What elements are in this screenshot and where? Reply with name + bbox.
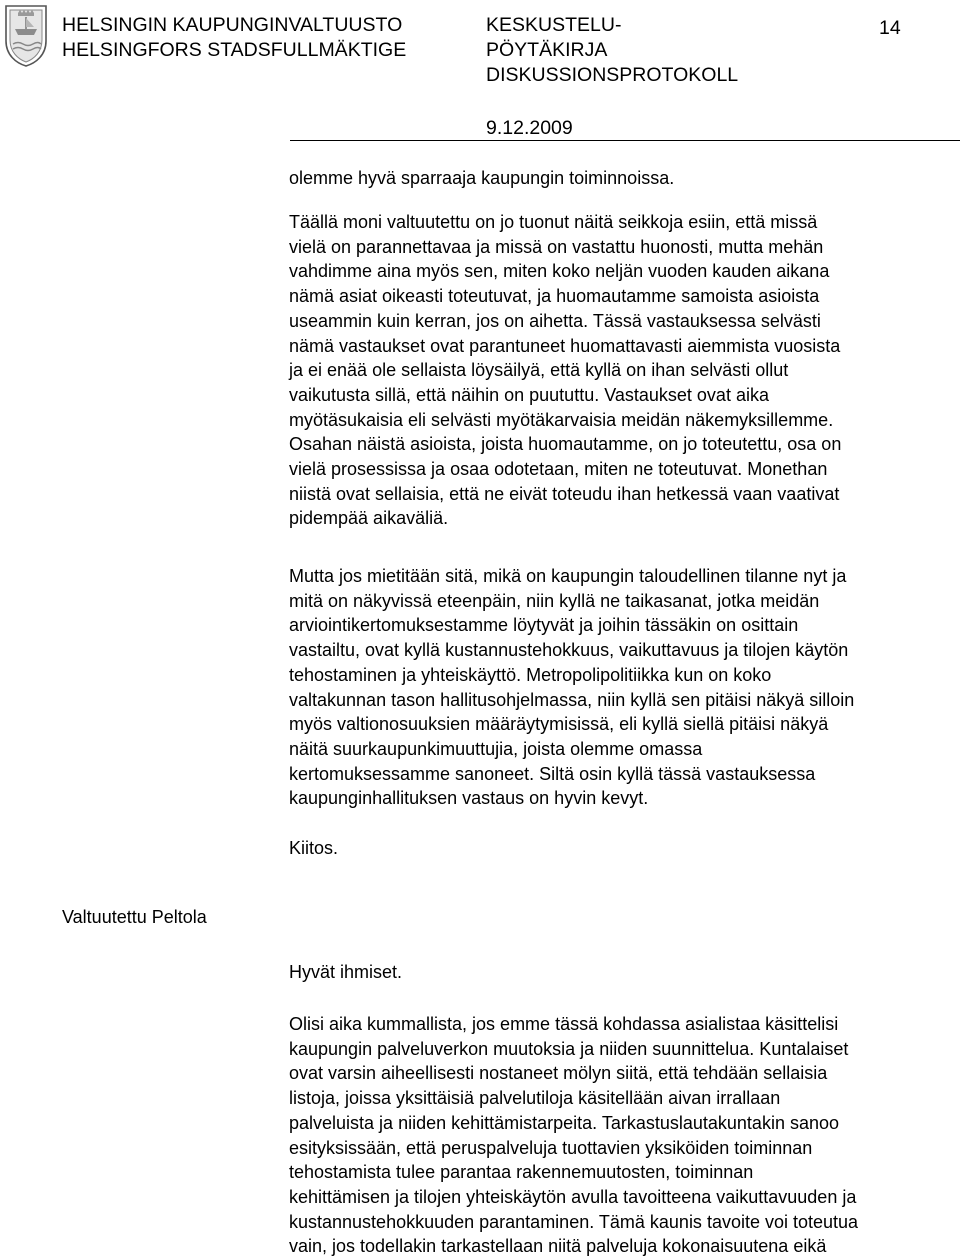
text-line: vain, jos todellakin tarkastellaan niitä palveluja kokonaisuutena eikä xyxy=(289,1236,827,1257)
text-line: vahdimme aina myös sen, miten koko neljän vuoden kauden aikana xyxy=(289,261,830,282)
city-crest-logo xyxy=(3,3,49,67)
text-line: palveluista ja niiden kehittämistarpeita. Tarkastuslautakuntakin sanoo xyxy=(289,1112,839,1133)
text-line: tehostaminen ja yhteiskäyttö. Metropolipolitiikka kun on koko xyxy=(289,664,772,685)
paragraph-4 xyxy=(289,1012,960,1259)
header-divider xyxy=(290,140,960,141)
doc-type-line-2: PÖYTÄKIRJA xyxy=(486,39,608,61)
meeting-date: 9.12.2009 xyxy=(486,117,573,139)
text-line: ja ei enää ole sellaista löysäilyä, että kyllä on ihan selvästi ollut xyxy=(289,360,789,381)
doc-type-line-1: KESKUSTELU- xyxy=(486,14,622,36)
text-line: niistä ovat sellaisia, että ne eivät toteudu ihan hetkessä vaan vaativat xyxy=(289,483,840,504)
closing-thanks xyxy=(289,836,960,861)
text-line: Hyvät ihmiset. xyxy=(289,962,403,982)
paragraph-1 xyxy=(289,166,960,191)
text-line: listoja, joissa yksittäisiä palvelutiloja käsitellään aivan irrallaan xyxy=(289,1088,781,1109)
text-line: arviointikertomuksestamme löytyvät ja joihin tässäkin on osittain xyxy=(289,615,799,636)
text-line: pidempää aikaväliä. xyxy=(289,508,449,529)
text-line: nämä vastaukset ovat parantuneet huomattavasti aiemmista vuosista xyxy=(289,335,841,356)
text-line: näitä suurkaupunkimuuttujia, joista olemme omassa xyxy=(289,738,703,759)
org-name-swedish: HELSINGFORS STADSFULLMÄKTIGE xyxy=(62,39,407,61)
doc-type-line-3: DISKUSSIONSPROTOKOLL xyxy=(486,64,739,86)
greeting xyxy=(289,960,960,985)
text-line: kertomuksessamme sanoneet. Siltä osin kyllä tässä vastauksessa xyxy=(289,763,816,784)
text-line: useammin kuin kerran, jos on aihetta. Tässä vastauksessa selvästi xyxy=(289,310,821,331)
text-line: myös valtionosuuksien määräytymisissä, eli kyllä siellä pitäisi näkyä xyxy=(289,714,829,735)
text-line: vaikutusta sillä, että näihin on puututtu. Vastaukset ovat aika xyxy=(289,384,769,405)
paragraph-2 xyxy=(289,210,960,531)
text-line: Täällä moni valtuutettu on jo tuonut näitä seikkoja esiin, että missä xyxy=(289,212,818,232)
text-line: esityksissään, että peruspalveluja tuottavien yksiköiden toiminnan xyxy=(289,1137,813,1158)
text-line: myötäsukaisia eli selvästi myötäkarvaisia meidän näkemyksillemme. xyxy=(289,409,834,430)
text-line: kustannustehokkuuden parantaminen. Tämä kaunis tavoite voi toteutua xyxy=(289,1211,859,1232)
text-line: kehittämisen ja tilojen yhteiskäytön avulla tavoitteena vaikuttavuuden ja xyxy=(289,1186,857,1207)
text-line: Mutta jos mietitään sitä, mikä on kaupungin taloudellinen tilanne nyt ja xyxy=(289,566,847,586)
text-line: vastailtu, ovat kyllä kustannustehokkuus, vaikuttavuus ja tilojen käytön xyxy=(289,640,849,661)
text-line: ovat varsin aiheellisesti nostaneet mölyn siitä, että tehdään sellaisia xyxy=(289,1063,828,1084)
speaker-name: Valtuutettu Peltola xyxy=(62,907,207,927)
text-line: olemme hyvä sparraaja kaupungin toiminnoissa. xyxy=(289,168,675,188)
header-organization xyxy=(62,13,406,63)
text-line: Kiitos. xyxy=(289,838,339,858)
text-line: valtakunnan tason hallitusohjelmassa, niin kyllä sen pitäisi näkyä silloin xyxy=(289,689,855,710)
text-line: Osahan näistä asioista, joista huomautamme, on jo toteutettu, osa on xyxy=(289,434,842,455)
text-line: mitä on näkyvissä eteenpäin, niin kyllä ne taikasanat, jotka meidän xyxy=(289,590,820,611)
header-document-type xyxy=(486,13,738,88)
text-line: tehostamista tulee parantaa rakennemuutosten, toiminnan xyxy=(289,1162,754,1183)
text-line: vielä on parannettavaa ja missä on vastattu huonosti, mutta mehän xyxy=(289,236,824,257)
text-line: nämä asiat oikeasti toteutuvat, ja huomautamme samoista asioista xyxy=(289,286,820,307)
text-line: vielä prosessissa ja osaa odotetaan, miten ne toteutuvat. Monethan xyxy=(289,459,828,480)
org-name-finnish: HELSINGIN KAUPUNGINVALTUUSTO xyxy=(62,14,403,36)
page-number: 14 xyxy=(879,17,901,39)
text-line: kaupunginhallituksen vastaus on hyvin kevyt. xyxy=(289,788,649,809)
paragraph-3 xyxy=(289,564,960,811)
text-line: Olisi aika kummallista, jos emme tässä kohdassa asialistaa käsittelisi xyxy=(289,1014,839,1034)
text-line: kaupungin palveluverkon muutoksia ja niiden suunnittelua. Kuntalaiset xyxy=(289,1038,849,1059)
